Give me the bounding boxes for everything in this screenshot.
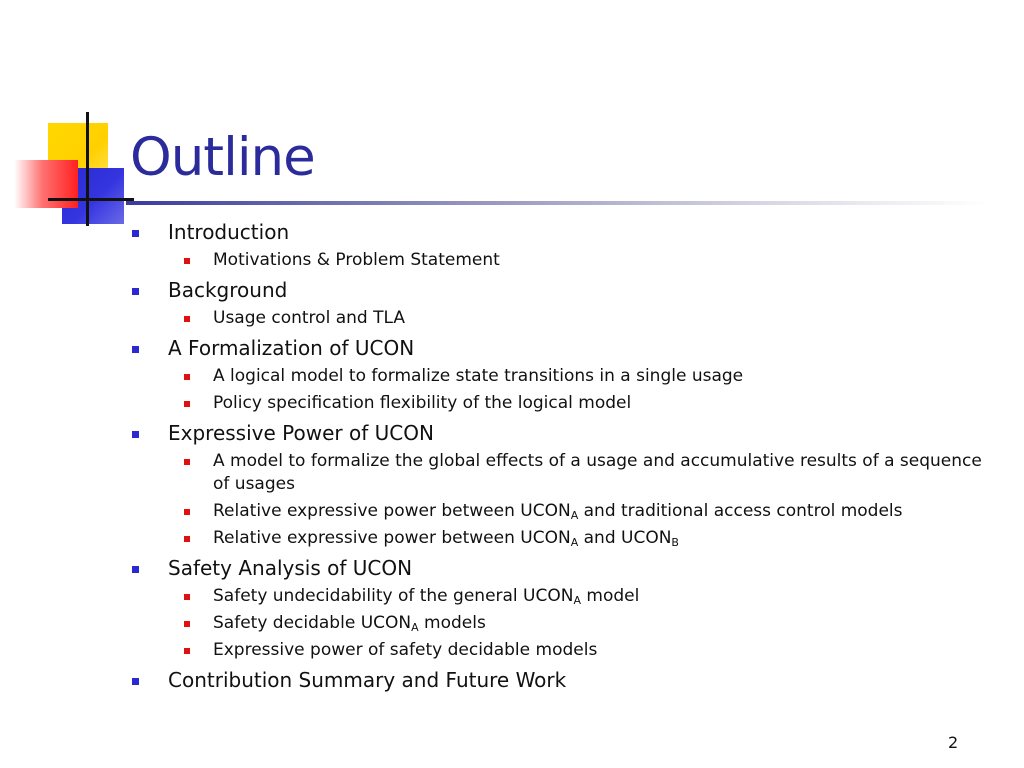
blue-square-bullet-icon xyxy=(132,346,139,353)
sub-item-label-prefix: Safety decidable UCON xyxy=(213,613,412,633)
sub-item-label-prefix: Safety undecidability of the general UCON xyxy=(213,586,574,606)
vertical-line-decoration xyxy=(86,112,89,226)
outline-item-label: Safety Analysis of UCON xyxy=(168,556,413,580)
sub-item xyxy=(168,639,990,662)
title-underline xyxy=(126,201,986,205)
sub-item-label: Expressive power of safety decidable models xyxy=(213,640,598,660)
sub-item xyxy=(168,500,990,523)
sub-item xyxy=(168,585,990,608)
red-square-bullet-icon xyxy=(184,316,190,322)
outline-item-label: Introduction xyxy=(168,220,290,244)
sub-item-label: Motivations & Problem Statement xyxy=(213,250,500,270)
red-square-bullet-icon xyxy=(184,258,190,264)
outline-item-label: Contribution Summary and Future Work xyxy=(168,668,567,692)
red-square-bullet-icon xyxy=(184,648,190,654)
outline-item-label: Expressive Power of UCON xyxy=(168,421,434,445)
subscript: A xyxy=(573,594,582,607)
outline-item-introduction xyxy=(130,218,990,272)
sub-item xyxy=(168,527,990,550)
sub-list xyxy=(168,450,990,550)
sub-item xyxy=(168,450,990,496)
slide-title: Outline xyxy=(130,127,315,188)
outline-list xyxy=(130,218,990,694)
blue-square-bullet-icon xyxy=(132,288,139,295)
sub-item xyxy=(168,612,990,635)
blue-square-bullet-icon xyxy=(132,230,139,237)
blue-square-bullet-icon xyxy=(132,566,139,573)
outline-item-label: A Formalization of UCON xyxy=(168,336,415,360)
outline-item-safety-analysis xyxy=(130,554,990,662)
sub-item-label-suffix: models xyxy=(418,613,486,633)
red-square-bullet-icon xyxy=(184,536,190,542)
horizontal-line-decoration xyxy=(48,198,134,201)
sub-item-label-suffix: and traditional access control models xyxy=(578,501,903,521)
blue-square-bullet-icon xyxy=(132,678,139,685)
sub-item-label-middle: and UCON xyxy=(578,528,672,548)
subscript: B xyxy=(671,536,679,549)
red-square-bullet-icon xyxy=(184,459,190,465)
sub-item xyxy=(168,392,990,415)
sub-list xyxy=(168,249,990,272)
outline-item-label: Background xyxy=(168,278,288,302)
red-square-bullet-icon xyxy=(184,509,190,515)
sub-list xyxy=(168,585,990,662)
subscript: A xyxy=(411,621,419,634)
outline-item-background xyxy=(130,276,990,330)
sub-list xyxy=(168,365,990,415)
red-square-bullet-icon xyxy=(184,374,190,380)
blue-square-bullet-icon xyxy=(132,431,139,438)
sub-item xyxy=(168,249,990,272)
page-number: 2 xyxy=(948,733,959,752)
outline-item-contribution-summary xyxy=(130,666,990,694)
sub-item-label: Usage control and TLA xyxy=(213,308,405,328)
sub-item xyxy=(168,365,990,388)
sub-item-label: A logical model to formalize state transitions in a single usage xyxy=(213,366,744,386)
red-square-bullet-icon xyxy=(184,401,190,407)
sub-item-label-suffix: model xyxy=(581,586,640,606)
sub-list xyxy=(168,307,990,330)
sub-item-label: Policy specification flexibility of the logical model xyxy=(213,393,632,413)
subscript: A xyxy=(570,536,579,549)
red-square-bullet-icon xyxy=(184,594,190,600)
sub-item-label: A model to formalize the global effects of a usage and accumulative results of a sequence of usages xyxy=(213,451,982,494)
sub-item-label-prefix: Relative expressive power between UCON xyxy=(213,501,571,521)
red-square-bullet-icon xyxy=(184,621,190,627)
outline-item-expressive-power xyxy=(130,419,990,550)
sub-item-label-prefix: Relative expressive power between UCON xyxy=(213,528,571,548)
outline-item-formalization xyxy=(130,334,990,415)
sub-item xyxy=(168,307,990,330)
subscript: A xyxy=(570,509,579,522)
